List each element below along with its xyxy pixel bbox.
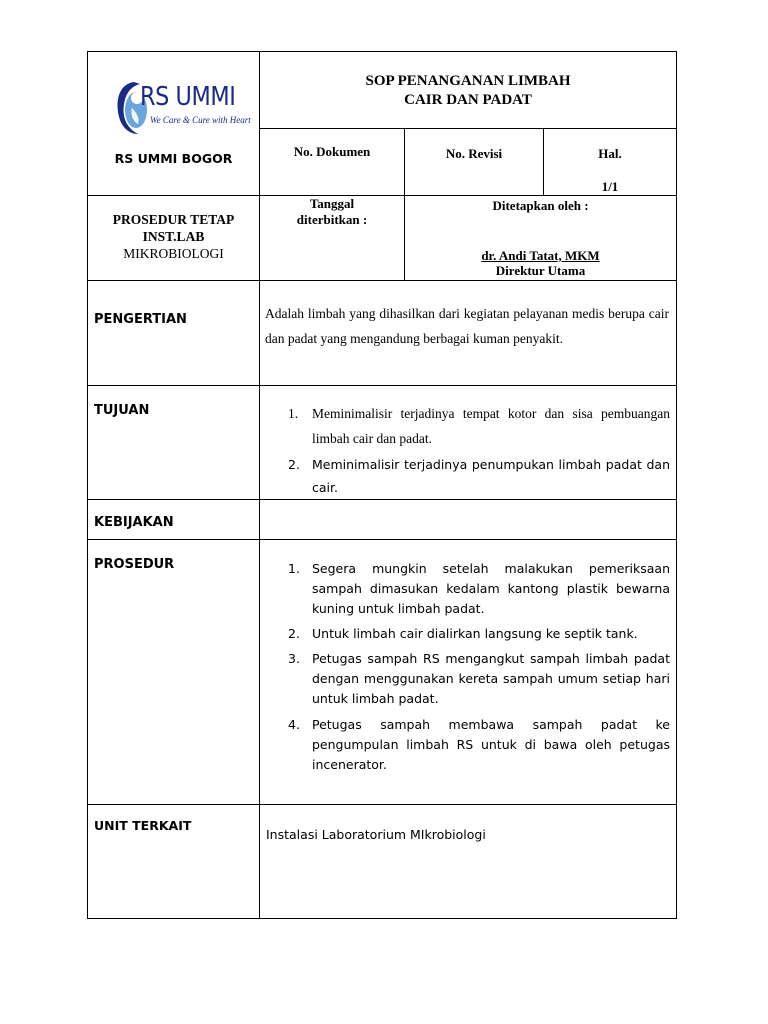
list-item-number: 1. xyxy=(288,406,299,421)
list-item-text: Segera mungkin setelah malakukan pemeriksaan sampah dimasukan kedalam kantong plastik bewarna kuning untuk limbah padat. xyxy=(312,561,670,616)
issued-date-label-line1: Tanggal xyxy=(309,196,355,211)
signatory-title: Direktur Utama xyxy=(495,263,586,278)
list-item-number: 1. xyxy=(288,561,300,576)
row-divider-4 xyxy=(87,499,677,500)
pengertian-text: Adalah limbah yang dihasilkan dari kegiatan pelayanan medis berupa cair dan padat yang mengandung berbagai kuman penyakit. xyxy=(265,306,669,346)
list-item xyxy=(266,401,670,451)
issued-date-label xyxy=(260,196,404,228)
table-border-bottom xyxy=(87,918,677,919)
list-item xyxy=(266,715,670,775)
hospital-logo xyxy=(112,78,251,138)
row-divider-3 xyxy=(87,385,677,386)
procedure-label-line1: PROSEDUR TETAP xyxy=(112,212,235,227)
list-item-text: Untuk limbah cair dialirkan langsung ke septik tank. xyxy=(312,626,638,641)
list-item-number: 3. xyxy=(288,651,300,666)
document-number-label: No. Dokumen xyxy=(293,144,371,159)
page-value: 1/1 xyxy=(601,179,619,194)
prosedur-list xyxy=(266,559,670,775)
procedure-label xyxy=(88,211,259,262)
list-item-number: 2. xyxy=(288,457,300,472)
document-title xyxy=(260,72,676,110)
kebijakan-label: KEBIJAKAN xyxy=(94,515,174,530)
logo-tagline: We Care & Cure with Heart xyxy=(150,115,251,125)
list-item-text: Meminimalisir terjadinya penumpukan limbah padat dan cair. xyxy=(312,457,670,495)
list-item xyxy=(266,453,670,499)
unit-terkait-label: UNIT TERKAIT xyxy=(94,818,192,833)
pengertian-label: PENGERTIAN xyxy=(94,312,187,327)
list-item xyxy=(266,559,670,619)
list-item-text: Petugas sampah membawa sampah padat ke pengumpulan limbah RS untuk di bawa oleh petugas incenerator. xyxy=(312,717,670,772)
list-item xyxy=(266,649,670,709)
row-divider-5 xyxy=(87,539,677,540)
revision-number-label: No. Revisi xyxy=(445,146,503,161)
procedure-label-line3: MIKROBIOLOGI xyxy=(123,246,224,261)
label-column-divider xyxy=(259,51,260,919)
row-divider-6 xyxy=(87,804,677,805)
signatory-name: dr. Andi Tatat, MKM xyxy=(481,248,600,263)
list-item xyxy=(266,624,670,644)
tujuan-list xyxy=(266,401,670,499)
hospital-name: RS UMMI BOGOR xyxy=(114,151,233,166)
logo-brand: RS UMMI xyxy=(140,82,236,112)
unit-terkait-text: Instalasi Laboratorium MIkrobiologi xyxy=(266,827,486,842)
document-title-line1: SOP PENANGANAN LIMBAH xyxy=(365,73,571,89)
set-by-label: Ditetapkan oleh : xyxy=(492,198,589,213)
page-label: Hal. xyxy=(598,146,622,161)
list-item-text: Meminimalisir terjadinya tempat kotor dan sisa pembuangan limbah cair dan padat. xyxy=(312,406,670,446)
list-item-number: 2. xyxy=(288,626,300,641)
list-item-text: Petugas sampah RS mengangkut sampah limbah padat dengan menggunakan kereta sampah umum setiap hari untuk limbah padat. xyxy=(312,651,670,706)
table-border-top xyxy=(87,51,677,52)
row-divider-2 xyxy=(87,280,677,281)
table-border-right xyxy=(676,51,677,919)
issued-date-label-line2: diterbitkan : xyxy=(296,212,368,227)
tujuan-label: TUJUAN xyxy=(94,403,150,418)
prosedur-label: PROSEDUR xyxy=(94,557,175,572)
procedure-label-line2: INST.LAB xyxy=(142,229,205,244)
list-item-number: 4. xyxy=(288,717,300,732)
document-title-line2: CAIR DAN PADAT xyxy=(404,92,532,108)
header-divider xyxy=(259,128,677,129)
table-border-left xyxy=(87,51,88,919)
